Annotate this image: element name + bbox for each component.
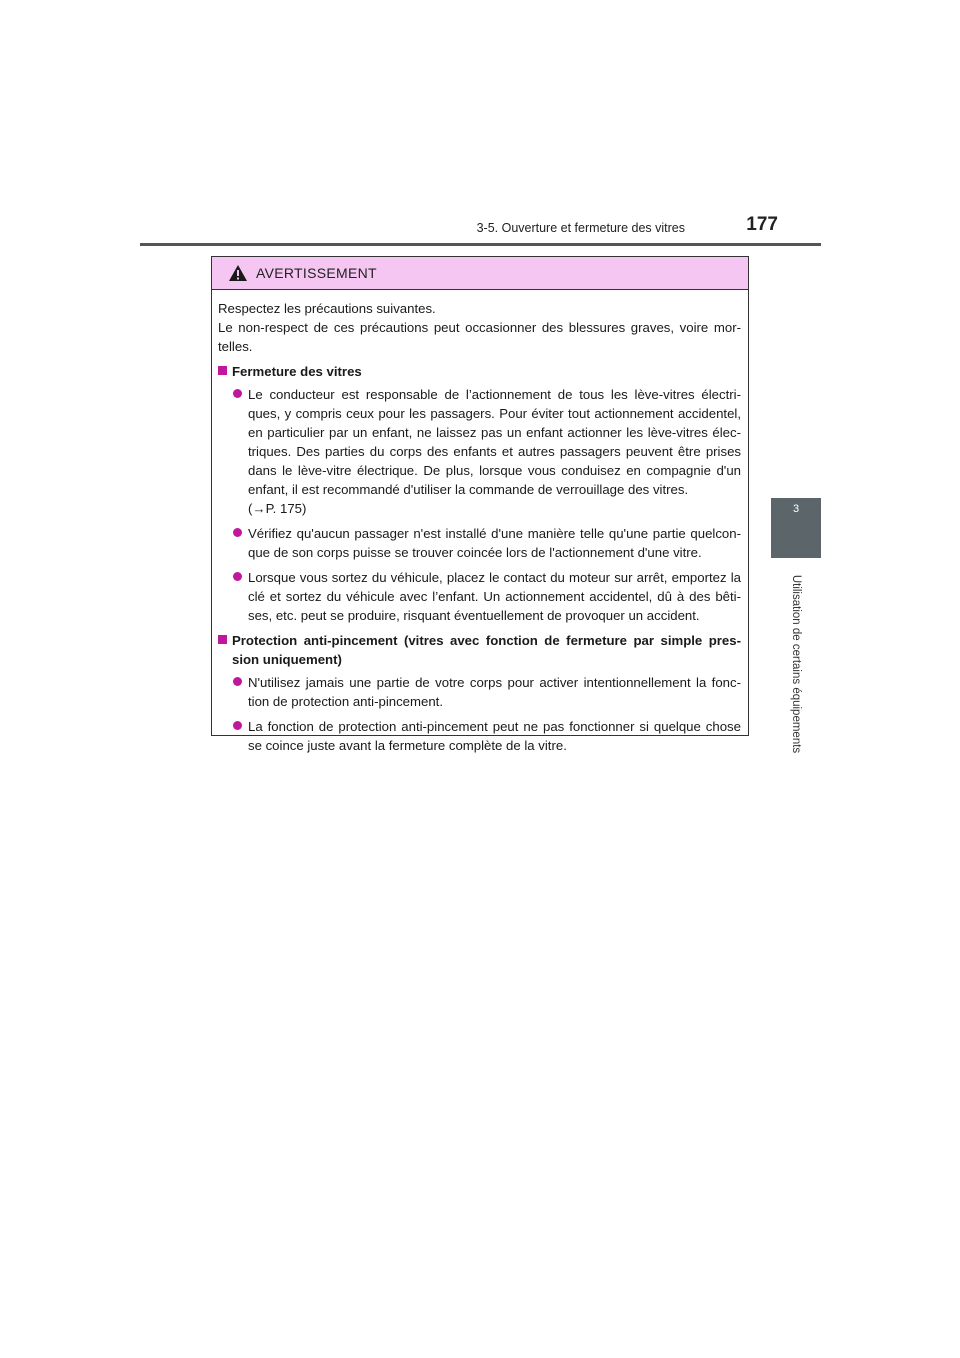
page-number: 177 xyxy=(746,214,778,235)
list-item xyxy=(233,568,741,625)
side-tab-label: Utilisation de certains équipements xyxy=(790,574,802,754)
circle-bullet-icon xyxy=(233,721,242,730)
list-item xyxy=(233,524,741,562)
intro-line-1: Respectez les précautions suivantes. xyxy=(218,301,436,316)
page-reference-link[interactable]: (→P. 175) xyxy=(248,501,307,516)
list-item xyxy=(233,385,741,518)
circle-bullet-icon xyxy=(233,528,242,537)
list-item xyxy=(233,673,741,711)
square-bullet-icon xyxy=(218,635,227,644)
section-heading-text: Fermeture des vitres xyxy=(232,364,362,379)
list-item-text: Vérifiez qu'aucun passager n'est installé d'une manière telle qu'une partie quelcon-que de son corps puisse se trouver coincée lors de l'actionnement d'une vitre. xyxy=(248,526,741,560)
warning-header xyxy=(212,257,748,290)
list-item xyxy=(233,717,741,755)
circle-bullet-icon xyxy=(233,677,242,686)
section-heading xyxy=(218,362,741,381)
list-item-text: Lorsque vous sortez du véhicule, placez le contact du moteur sur arrêt, emportez la clé et sortez du véhicule avec l’enfant. Un actionnement accidentel, dû à des bêti-ses, etc. peut se produire, risquant éventuellement de provoquer un accident. xyxy=(248,570,741,623)
warning-body xyxy=(212,290,748,755)
intro-line-2: Le non-respect de ces précautions peut occasionner des blessures graves, voire mor-telles. xyxy=(218,320,741,354)
side-tab-number: 3 xyxy=(771,498,821,558)
list-item-text: N'utilisez jamais une partie de votre corps pour activer intentionnellement la fonc-tion de protection anti-pincement. xyxy=(248,675,741,709)
warning-triangle-icon xyxy=(228,264,248,282)
list-item-text: Le conducteur est responsable de l’actionnement de tous les lève-vitres électri-ques, y compris ceux pour les passagers. Pour éviter tout actionnement accidentel, en particulier par un enfant, ne laissez pas un enfant actionner les lève-vitres élec-triques. Des parties du corps des enfants et autres passagers peuvent être prises dans le lève-vitre électrique. De plus, lorsque vous conduisez en compagnie d'un enfant, il est recommandé d'utiliser la commande de verrouillage des vitres. xyxy=(248,387,741,497)
list-item-text: La fonction de protection anti-pincement peut ne pas fonctionner si quelque chose se coince juste avant la fermeture complète de la vitre. xyxy=(248,719,741,753)
header-section-title: 3-5. Ouverture et fermeture des vitres xyxy=(476,221,685,235)
warning-box xyxy=(211,256,749,753)
section-heading-text: Protection anti-pincement (vitres avec fonction de fermeture par simple pres-sion uniquement) xyxy=(232,633,741,667)
square-bullet-icon xyxy=(218,366,227,375)
section-heading xyxy=(218,631,741,669)
header-rule xyxy=(140,243,821,246)
circle-bullet-icon xyxy=(233,572,242,581)
warning-title: AVERTISSEMENT xyxy=(256,265,377,281)
circle-bullet-icon xyxy=(233,389,242,398)
warning-intro xyxy=(218,299,741,356)
